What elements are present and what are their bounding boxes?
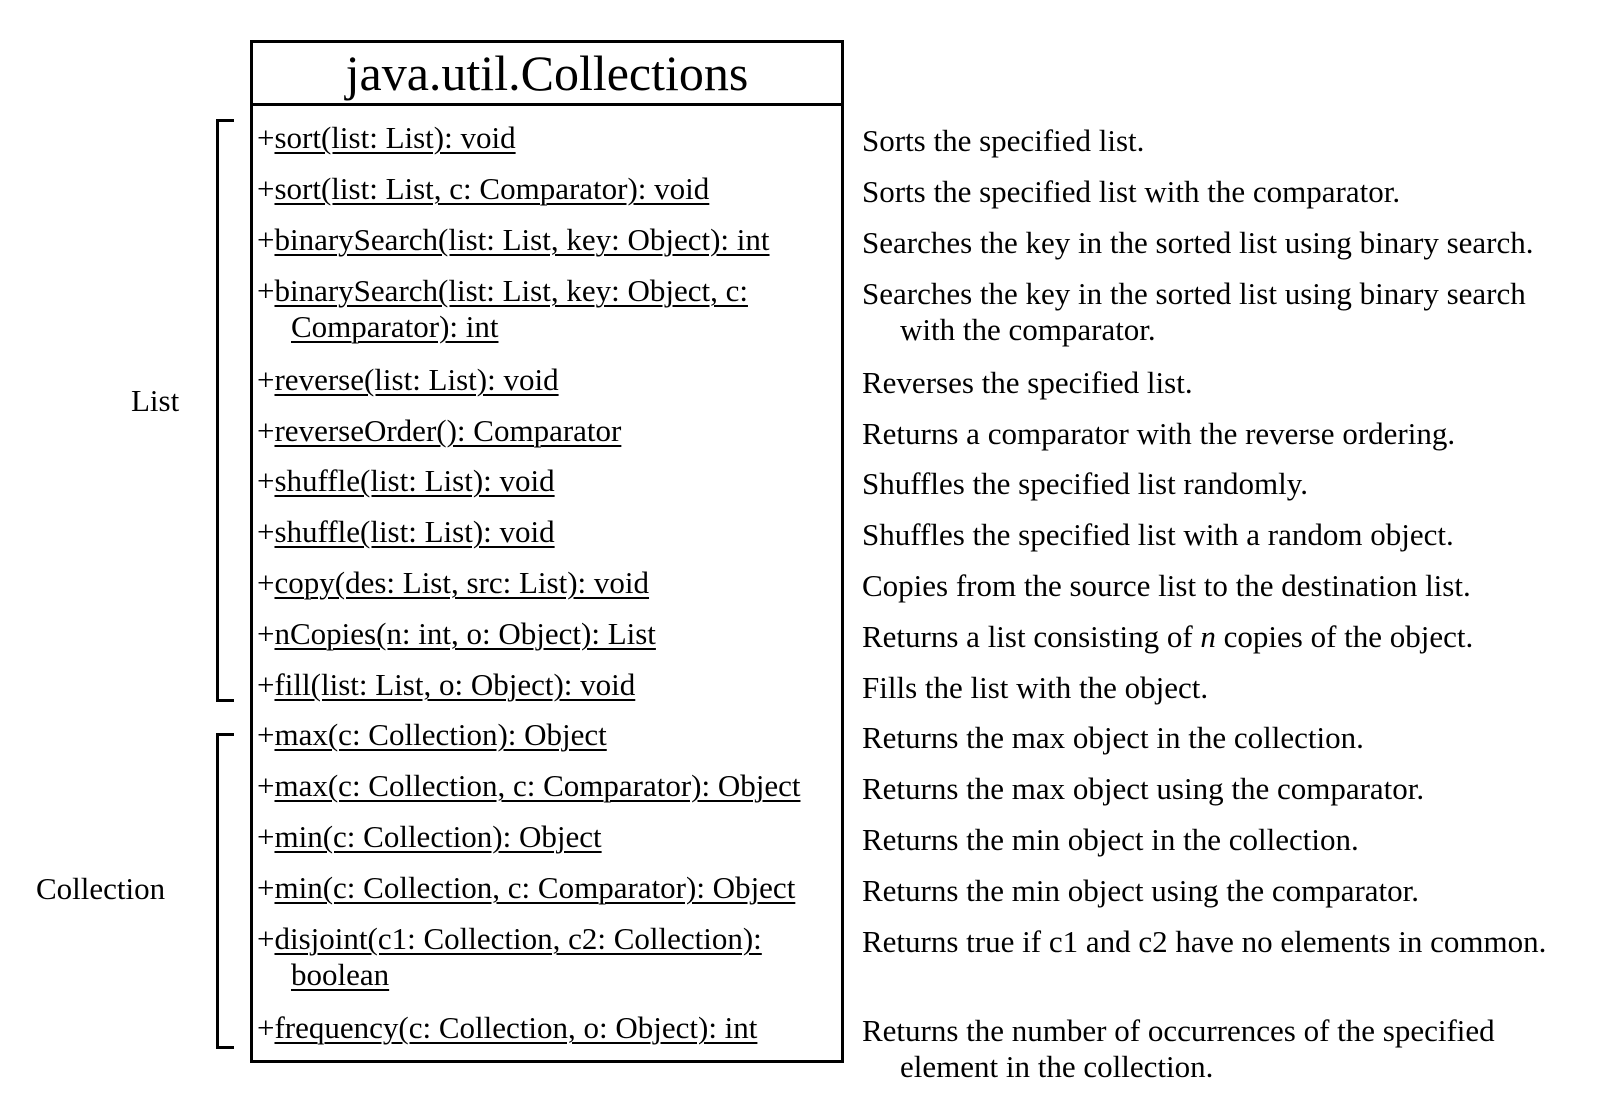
visibility-public: + bbox=[257, 921, 275, 956]
method-signature: reverseOrder(): Comparator bbox=[274, 413, 622, 448]
method-signature: shuffle(list: List): void bbox=[274, 463, 555, 498]
visibility-public: + bbox=[257, 717, 275, 752]
method-description bbox=[862, 771, 1424, 807]
method-row bbox=[257, 717, 607, 753]
method-signature-line bbox=[257, 362, 559, 398]
description-line: Returns the min object using the comparator. bbox=[862, 873, 1420, 908]
method-row bbox=[257, 222, 770, 258]
method-signature: sort(list: List, c: Comparator): void bbox=[274, 171, 710, 206]
method-signature: binarySearch(list: List, key: Object): int bbox=[274, 222, 770, 257]
italic-n: n bbox=[1200, 619, 1216, 654]
method-row bbox=[257, 273, 748, 345]
method-description bbox=[862, 924, 1546, 960]
method-description bbox=[862, 873, 1419, 909]
method-row bbox=[257, 1010, 757, 1046]
method-signature-line bbox=[257, 616, 656, 652]
visibility-public: + bbox=[257, 120, 275, 155]
method-signature-line bbox=[257, 921, 762, 957]
description-line: Returns the number of occurrences of the specified bbox=[862, 1013, 1495, 1048]
method-signature: max(c: Collection): Object bbox=[274, 717, 607, 752]
method-signature: min(c: Collection): Object bbox=[274, 819, 602, 854]
method-signature: boolean bbox=[291, 957, 390, 992]
method-description bbox=[862, 225, 1533, 261]
method-signature-line bbox=[257, 1010, 757, 1046]
method-signature: min(c: Collection, c: Comparator): Object bbox=[274, 870, 796, 905]
method-row bbox=[257, 921, 762, 993]
method-description bbox=[862, 174, 1400, 210]
method-signature: sort(list: List): void bbox=[274, 120, 516, 155]
description-line: Reverses the specified list. bbox=[862, 365, 1193, 400]
method-signature: Comparator): int bbox=[291, 309, 499, 344]
description-line: Returns the max object using the comparator. bbox=[862, 771, 1425, 806]
visibility-public: + bbox=[257, 768, 275, 803]
method-signature-line bbox=[257, 819, 602, 855]
method-description bbox=[862, 568, 1471, 604]
visibility-public: + bbox=[257, 616, 275, 651]
class-name-title: java.util.Collections bbox=[253, 43, 841, 106]
method-signature-line bbox=[257, 870, 795, 906]
method-signature: nCopies(n: int, o: Object): List bbox=[274, 616, 656, 651]
method-signature-line bbox=[257, 717, 607, 753]
method-description bbox=[862, 1013, 1495, 1085]
description-line: Returns the min object in the collection. bbox=[862, 822, 1359, 857]
method-signature: reverse(list: List): void bbox=[274, 362, 559, 397]
method-row bbox=[257, 819, 602, 855]
method-signature-line bbox=[257, 413, 621, 449]
visibility-public: + bbox=[257, 565, 275, 600]
method-description bbox=[862, 365, 1193, 401]
visibility-public: + bbox=[257, 222, 275, 257]
visibility-public: + bbox=[257, 870, 275, 905]
visibility-public: + bbox=[257, 514, 275, 549]
method-signature: shuffle(list: List): void bbox=[274, 514, 555, 549]
method-description bbox=[862, 822, 1359, 858]
method-row bbox=[257, 413, 621, 449]
method-signature-line bbox=[257, 120, 516, 156]
method-signature-line bbox=[257, 514, 555, 550]
method-row bbox=[257, 870, 795, 906]
method-signature-line bbox=[257, 222, 770, 258]
group-label-collection: Collection bbox=[36, 871, 166, 906]
method-description bbox=[862, 670, 1208, 706]
visibility-public: + bbox=[257, 273, 275, 308]
method-signature-line bbox=[257, 667, 635, 703]
method-row bbox=[257, 616, 656, 652]
method-description bbox=[862, 619, 1473, 655]
visibility-public: + bbox=[257, 1010, 275, 1045]
visibility-public: + bbox=[257, 463, 275, 498]
method-description bbox=[862, 276, 1526, 348]
visibility-public: + bbox=[257, 362, 275, 397]
method-signature: disjoint(c1: Collection, c2: Collection): bbox=[274, 921, 762, 956]
uml-class-box bbox=[250, 40, 844, 1063]
description-line: Shuffles the specified list with a random object. bbox=[862, 517, 1454, 552]
visibility-public: + bbox=[257, 667, 275, 702]
group-label-list: List bbox=[131, 383, 180, 418]
visibility-public: + bbox=[257, 171, 275, 206]
method-signature-line bbox=[257, 463, 555, 499]
visibility-public: + bbox=[257, 819, 275, 854]
description-line: Returns a list consisting of n copies of the object. bbox=[862, 619, 1474, 654]
method-signature-line bbox=[257, 957, 762, 993]
description-line: Returns the max object in the collection. bbox=[862, 720, 1364, 755]
method-signature: binarySearch(list: List, key: Object, c: bbox=[274, 273, 748, 308]
method-signature-line bbox=[257, 309, 748, 345]
method-signature: fill(list: List, o: Object): void bbox=[274, 667, 636, 702]
method-row bbox=[257, 565, 649, 601]
description-line: Returns a comparator with the reverse ordering. bbox=[862, 416, 1456, 451]
list-group-bracket bbox=[216, 119, 234, 702]
method-description bbox=[862, 517, 1454, 553]
description-line: Sorts the specified list with the comparator. bbox=[862, 174, 1401, 209]
method-row bbox=[257, 120, 516, 156]
method-description bbox=[862, 123, 1144, 159]
method-description bbox=[862, 720, 1364, 756]
method-signature-line bbox=[257, 171, 709, 207]
description-line: Shuffles the specified list randomly. bbox=[862, 466, 1308, 501]
method-description bbox=[862, 466, 1308, 502]
method-description bbox=[862, 416, 1455, 452]
description-line: Searches the key in the sorted list using binary search. bbox=[862, 225, 1534, 260]
description-line: with the comparator. bbox=[900, 312, 1156, 347]
visibility-public: + bbox=[257, 413, 275, 448]
method-row bbox=[257, 514, 555, 550]
method-signature: frequency(c: Collection, o: Object): int bbox=[274, 1010, 758, 1045]
method-row bbox=[257, 171, 709, 207]
description-line: Copies from the source list to the destination list. bbox=[862, 568, 1471, 603]
method-signature: max(c: Collection, c: Comparator): Object bbox=[274, 768, 801, 803]
description-line: element in the collection. bbox=[900, 1049, 1214, 1084]
method-signature-line bbox=[257, 768, 800, 804]
description-line: Searches the key in the sorted list using binary search bbox=[862, 276, 1526, 311]
method-row bbox=[257, 768, 800, 804]
description-line: Sorts the specified list. bbox=[862, 123, 1145, 158]
method-signature: copy(des: List, src: List): void bbox=[274, 565, 650, 600]
method-row bbox=[257, 667, 635, 703]
description-line: Fills the list with the object. bbox=[862, 670, 1209, 705]
method-row bbox=[257, 362, 559, 398]
method-row bbox=[257, 463, 555, 499]
method-signature-line bbox=[257, 273, 748, 309]
collection-group-bracket bbox=[216, 733, 234, 1049]
method-signature-line bbox=[257, 565, 649, 601]
description-line: Returns true if c1 and c2 have no elements in common. bbox=[862, 924, 1547, 959]
